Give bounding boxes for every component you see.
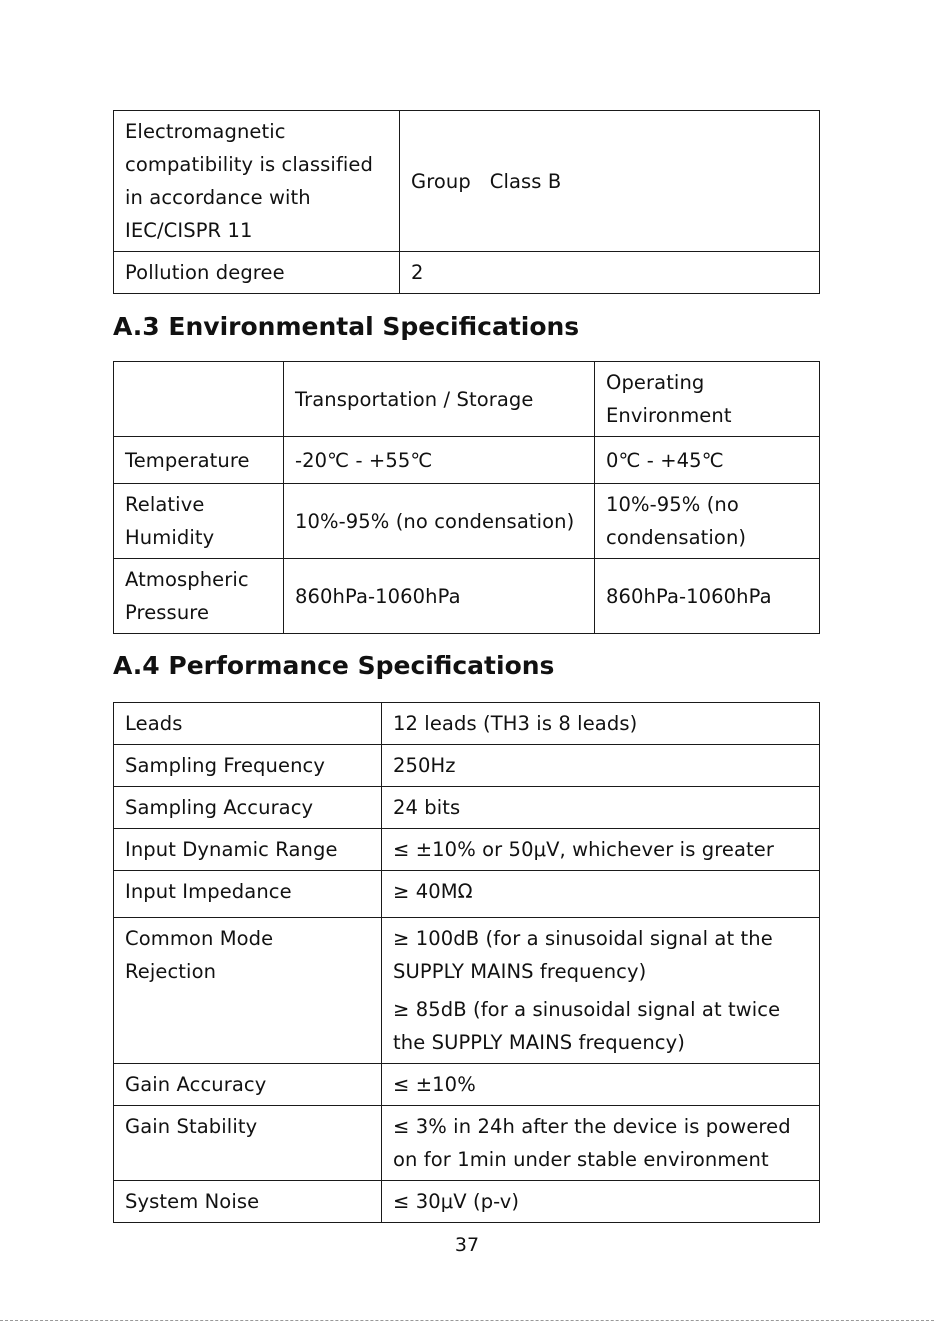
performance-table [113, 702, 820, 1223]
table-header-operating: Operating Environment [595, 362, 820, 437]
table-cell-operating: 0℃ - +45℃ [595, 437, 820, 484]
table-cell-operating: 860hPa-1060hPa [595, 559, 820, 634]
table-cell-label: Temperature [114, 437, 284, 484]
table-cell-label: Relative Humidity [114, 484, 284, 559]
table-row [114, 252, 820, 294]
table-row [114, 787, 820, 829]
table-row [114, 829, 820, 871]
table-cell-value: 24 bits [382, 787, 820, 829]
table-header-blank [114, 362, 284, 437]
table-row [114, 918, 820, 1064]
table-row [114, 1106, 820, 1181]
table-cell-label: Common Mode Rejection [114, 918, 382, 1064]
section-heading-environmental: A.3 Environmental Specifications [113, 312, 580, 341]
value-paragraph: ≥ 85dB (for a sinusoidal signal at twice the SUPPLY MAINS frequency) [393, 998, 781, 1054]
table-row [114, 559, 820, 634]
table-cell-transport: -20℃ - +55℃ [284, 437, 595, 484]
table-cell-value: 12 leads (TH3 is 8 leads) [382, 703, 820, 745]
table-cell-value: 250Hz [382, 745, 820, 787]
page-bottom-divider [0, 1320, 934, 1321]
table-cell-operating: 10%-95% (no condensation) [595, 484, 820, 559]
table-row [114, 484, 820, 559]
table-cell-value: ≤ 3% in 24h after the device is powered on for 1min under stable environment [382, 1106, 820, 1181]
table-cell-label: Input Impedance [114, 871, 382, 918]
table-cell-label: Gain Accuracy [114, 1064, 382, 1106]
table-row [114, 1064, 820, 1106]
table-row [114, 871, 820, 918]
table-row [114, 703, 820, 745]
table-row [114, 437, 820, 484]
table-cell-value: ≥ 40MΩ [382, 871, 820, 918]
value-paragraph: ≥ 100dB (for a sinusoidal signal at the SUPPLY MAINS frequency) [393, 927, 773, 983]
emc-table [113, 110, 820, 294]
table-cell-transport: 10%-95% (no condensation) [284, 484, 595, 559]
table-cell-value: ≤ ±10% [382, 1064, 820, 1106]
table-row [114, 111, 820, 252]
table-cell-value: ≤ ±10% or 50μV, whichever is greater [382, 829, 820, 871]
table-cell-label: Gain Stability [114, 1106, 382, 1181]
table-cell-label: Leads [114, 703, 382, 745]
page-number: 37 [454, 1234, 480, 1256]
table-cell-label: Input Dynamic Range [114, 829, 382, 871]
table-cell-label: System Noise [114, 1181, 382, 1223]
table-cell-label: Atmospheric Pressure [114, 559, 284, 634]
table-cell-label: Sampling Accuracy [114, 787, 382, 829]
section-heading-performance: A.4 Performance Specifications [113, 651, 555, 680]
table-header-transport: Transportation / Storage [284, 362, 595, 437]
table-cell-transport: 860hPa-1060hPa [284, 559, 595, 634]
table-header-row [114, 362, 820, 437]
table-cell-label: Electromagnetic compatibility is classified in accordance with IEC/CISPR 11 [114, 111, 400, 252]
table-row [114, 1181, 820, 1223]
table-cell-label: Pollution degree [114, 252, 400, 294]
table-cell-value: 2 [400, 252, 820, 294]
table-cell-value: Group Class B [400, 111, 820, 252]
table-cell-value: ≤ 30μV (p-v) [382, 1181, 820, 1223]
table-cell-value [382, 918, 820, 1064]
table-row [114, 745, 820, 787]
table-cell-label: Sampling Frequency [114, 745, 382, 787]
environmental-table [113, 361, 820, 634]
